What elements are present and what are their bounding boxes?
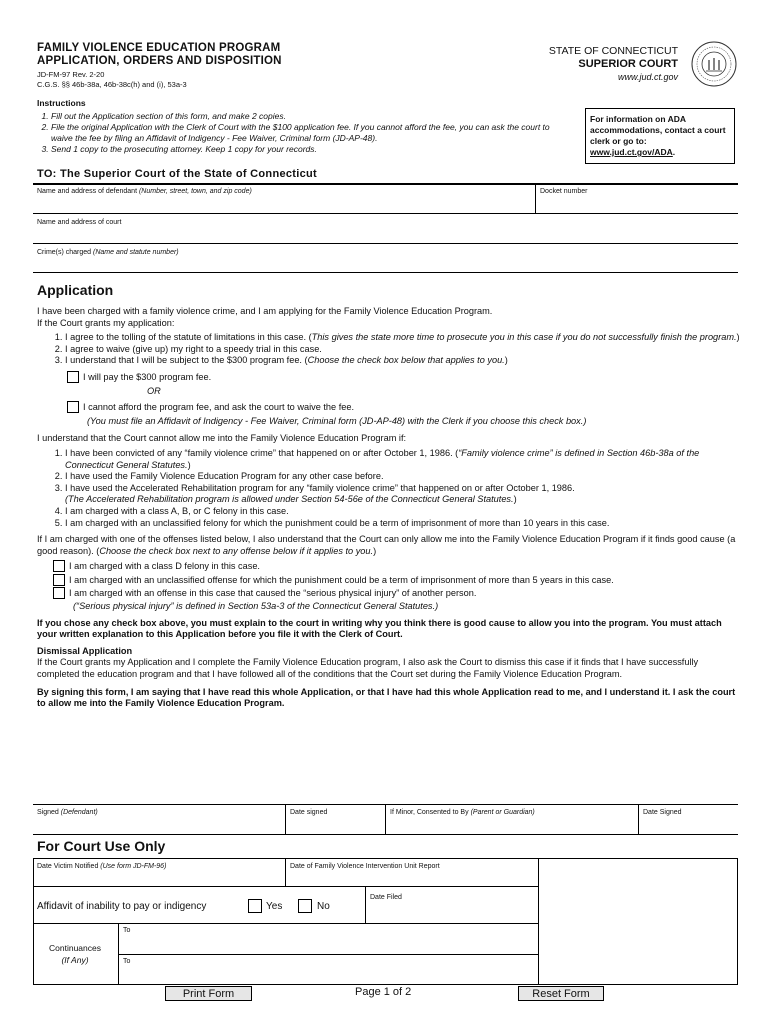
- offense-1-label: I am charged with a class D felony in this case.: [69, 561, 260, 572]
- form-title: [37, 42, 282, 68]
- signing-statement: By signing this form, I am saying that I have read this whole Application, or that I have had this whole Application read to me, and I understand it. I ask the court to allow me into the Family Violence Education Program.: [37, 686, 736, 709]
- pay-fee-checkbox[interactable]: [67, 371, 79, 383]
- minor-consent-label: If Minor, Consented to By (Parent or Guardian): [390, 809, 535, 816]
- intro-2: If the Court grants my application:: [37, 317, 175, 328]
- court-use-heading: For Court Use Only: [37, 838, 166, 854]
- divider: [33, 243, 738, 244]
- instruction-item: 1. Fill out the Application section of this form, and make 2 copies.: [51, 111, 567, 122]
- offense-3-note: (“Serious physical injury” is defined in Section 53a-3 of the Connecticut General Statutes.): [73, 601, 439, 612]
- docket-input[interactable]: [538, 196, 736, 212]
- defendant-input[interactable]: [35, 196, 533, 212]
- offense-intro: If I am charged with one of the offenses listed below, I also understand that the Court can only allow me into the Family Violence Education Program if it finds good cause (a good reason). (Choose the check box next to any offense below if it applies to you.): [37, 534, 736, 556]
- ada-period: .: [672, 147, 676, 157]
- title-line-2: APPLICATION, ORDERS AND DISPOSITION: [37, 55, 282, 67]
- not-allowed-4: 4. I am charged with a class A, B, or C felony in this case.: [65, 506, 742, 518]
- dismissal-text: If the Court grants my Application and I complete the Family Violence Education program, I also ask the Court to dismiss this case if it finds that I have successfully completed the education program and that I have followed all of the conditions that the Court set during the Family Violence Education Program.: [37, 657, 699, 680]
- docket-field-label: Docket number: [540, 188, 588, 195]
- divider: [118, 954, 538, 955]
- court-header: [549, 45, 678, 84]
- continuance-to-2-label: To: [123, 958, 131, 965]
- offense-2-checkbox[interactable]: [53, 574, 65, 586]
- reset-form-button[interactable]: Reset Form: [518, 986, 604, 1001]
- statutes: C.G.S. §§ 46b-38a, 46b-38c(h) and (i), 53a-3: [37, 80, 187, 89]
- agreement-2: 2. I agree to waive (give up) my right to a speedy trial in this case.: [65, 344, 742, 356]
- affidavit-yes-label: Yes: [266, 901, 283, 912]
- divider: [638, 804, 639, 834]
- divider: [33, 183, 738, 185]
- date-signed-label: Date signed: [290, 809, 328, 816]
- court-name: SUPERIOR COURT: [578, 58, 678, 70]
- instructions: [37, 98, 567, 155]
- waive-fee-checkbox[interactable]: [67, 401, 79, 413]
- defendant-field-label: Name and address of defendant (Number, street, town, and zip code): [37, 188, 252, 195]
- instruction-item: 2. File the original Application with the Clerk of Court with the $100 application fee. If you cannot afford the fee, you can ask the court to waive the fee by filing an Affidavit of Indigency - Fee Waiver, Criminal form (JD-AP-48).: [51, 122, 567, 144]
- divider: [365, 886, 366, 923]
- application-body: [37, 306, 742, 710]
- court-field-label: Name and address of court: [37, 219, 122, 226]
- ada-text: For information on ADA accommodations, contact a court clerk or go to:: [590, 114, 726, 146]
- state-seal-icon: [690, 40, 738, 88]
- continuances-label: Continuances (If Any): [49, 943, 101, 965]
- court-input[interactable]: [35, 227, 735, 242]
- date-signed-2-label: Date Signed: [643, 809, 682, 816]
- date-signed-2-input[interactable]: [641, 818, 736, 833]
- crimes-input[interactable]: [35, 257, 735, 271]
- not-allowed-2: 2. I have used the Family Violence Education Program for any other case before.: [65, 471, 742, 483]
- affidavit-no-checkbox[interactable]: [298, 899, 312, 913]
- continuance-to-1-label: To: [123, 927, 131, 934]
- title-line-1: FAMILY VIOLENCE EDUCATION PROGRAM: [37, 42, 281, 54]
- agreement-3: 3. I understand that I will be subject to the $300 program fee. (Choose the check box below that applies to you.): [65, 355, 742, 367]
- not-allowed-5: 5. I am charged with an unclassified felony for which the punishment could be a term of imprisonment of more than 10 years in this case.: [65, 518, 742, 530]
- offense-3-label: I am charged with an offense in this case that caused the “serious physical injury” of another person.: [69, 588, 477, 599]
- divider: [538, 858, 539, 985]
- divider: [33, 272, 738, 273]
- date-signed-input[interactable]: [288, 818, 383, 833]
- application-heading: Application: [37, 282, 114, 298]
- waive-fee-note: (You must file an Affidavit of Indigency - Fee Waiver, Criminal form (JD-AP-48) with the Clerk if you choose this check box.): [87, 415, 587, 426]
- dismissal-heading: Dismissal Application: [37, 645, 133, 656]
- form-number: JD-FM-97 Rev. 2-20: [37, 70, 105, 79]
- divider: [33, 923, 538, 924]
- offense-3-checkbox[interactable]: [53, 587, 65, 599]
- minor-consent-input[interactable]: [388, 818, 636, 833]
- page-indicator: Page 1 of 2: [355, 986, 412, 998]
- state-name: STATE OF CONNECTICUT: [548, 45, 678, 57]
- not-allowed-1: 1. I have been convicted of any “family violence crime” that happened on or after October 1, 1986. (“Family violence crime” is defined in Section 46b-38a of the Connecticut General Statutes.): [65, 448, 742, 471]
- affidavit-yes-checkbox[interactable]: [248, 899, 262, 913]
- ada-link[interactable]: www.jud.ct.gov/ADA: [590, 147, 673, 157]
- date-victim-label: Date Victim Notified (Use form JD-FM-96): [37, 863, 167, 870]
- date-filed-label: Date Filed: [370, 894, 402, 901]
- instruction-item: 3. Send 1 copy to the prosecuting attorney. Keep 1 copy for your records.: [51, 144, 567, 155]
- divider: [33, 834, 738, 835]
- to-line: TO: The Superior Court of the State of Connecticut: [37, 168, 318, 180]
- offense-2-label: I am charged with an unclassified offense for which the punishment could be a term of imprisonment of more than 5 years in this case.: [69, 574, 614, 585]
- waive-fee-label: I cannot afford the program fee, and ask the court to waive the fee.: [83, 402, 355, 413]
- divider: [33, 886, 538, 887]
- crimes-field-label: Crime(s) charged (Name and statute number): [37, 249, 179, 256]
- pay-fee-label: I will pay the $300 program fee.: [83, 371, 212, 382]
- explain-instructions: If you chose any check box above, you must explain to the court in writing why you think there is good cause to allow you into the program. You must attach your written explanation to this Application before you file it with the Clerk of Court.: [37, 617, 722, 640]
- intro-1: I have been charged with a family violence crime, and I am applying for the Family Violence Education Program.: [37, 306, 493, 316]
- signed-label: Signed (Defendant): [37, 809, 98, 816]
- divider: [385, 804, 386, 834]
- affidavit-label: Affidavit of inability to pay or indigency: [37, 901, 207, 912]
- website: www.jud.ct.gov: [617, 72, 678, 82]
- divider: [535, 183, 536, 213]
- divider: [118, 923, 119, 985]
- divider: [33, 213, 738, 214]
- print-form-button[interactable]: Print Form: [165, 986, 252, 1001]
- not-allowed-intro: I understand that the Court cannot allow me into the Family Violence Education Program if:: [37, 433, 407, 444]
- divider: [285, 804, 286, 834]
- date-fvi-label: Date of Family Violence Intervention Unit Report: [290, 863, 440, 870]
- affidavit-no-label: No: [317, 901, 330, 912]
- divider: [285, 858, 286, 886]
- ada-info-box: [585, 108, 735, 164]
- court-use-box: [33, 858, 738, 985]
- offense-1-checkbox[interactable]: [53, 560, 65, 572]
- instructions-heading: Instructions: [37, 98, 86, 108]
- not-allowed-3: 3. I have used the Accelerated Rehabilitation program for any “family violence crime” that happened on or after October 1, 1986. (The Accelerated Rehabilitation program is allowed under Section 54-56e of the Connecticut General Statutes.): [65, 483, 742, 506]
- signature-input[interactable]: [35, 818, 283, 833]
- or-label: OR: [147, 385, 161, 396]
- agreement-1: 1. I agree to the tolling of the statute of limitations in this case. (This gives the state more time to prosecute you in this case if you do not successfully finish the program.): [65, 332, 742, 344]
